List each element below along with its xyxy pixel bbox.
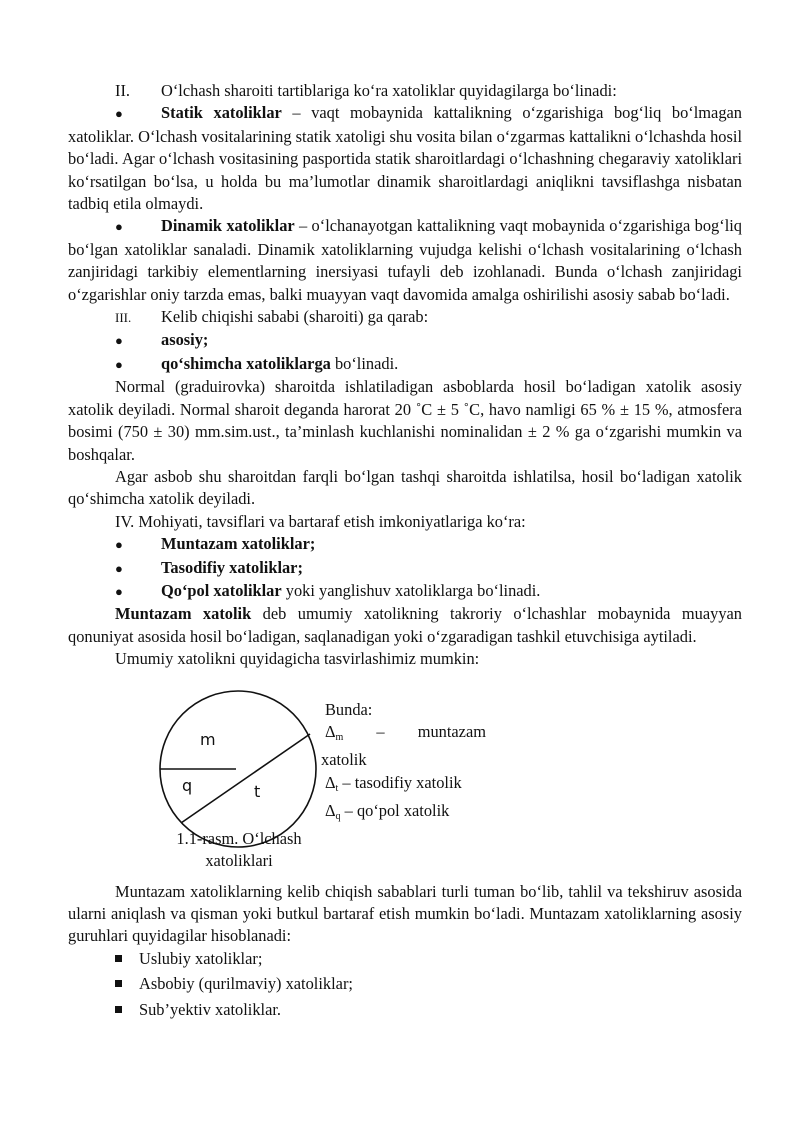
bullet-icon: ● <box>115 356 123 372</box>
square-bullet-icon <box>115 1002 139 1024</box>
list-item <box>68 580 742 603</box>
delta-subscript: m <box>335 731 344 743</box>
legend-text: muntazam <box>417 721 486 741</box>
bullet-icon: ● <box>115 106 123 122</box>
section-4-heading: IV. Mohiyati, tavsiflari va bartaraf etish imkoniyatlariga ko‘ra: <box>115 511 526 531</box>
figure-intro: Umumiy xatolikni quyidagicha tasvirlashimiz mumkin: <box>115 649 480 669</box>
delta-symbol: Δ <box>325 801 336 821</box>
list-item-bold: Qo‘pol xatoliklar <box>161 580 282 600</box>
list-item <box>68 533 742 556</box>
bullet-icon: ● <box>115 537 123 553</box>
list-item <box>68 557 742 580</box>
figure-caption: 1.1-rasm. O‘lchash xatoliklari <box>176 828 302 870</box>
legend-title: Bunda: <box>325 699 373 719</box>
list-item-bold: qo‘shimcha xatoliklarga <box>161 353 331 373</box>
normal-conditions-paragraph: Normal (graduirovka) sharoitda ishlatiladigan asboblarda hosil bo‘ladigan xatolik asosiy xatolik deyiladi. Normal sharoit deganda harorat 20 ˚C ± 5 ˚C, havo namligi 65 % ± 15 %, atmosfera bosimi (750 ± 30) mm.sim.ust., ta’minlash kuchlanishi nominalidan ± 2 % ga o‘zgarishi mumkin va boshqalar. <box>68 377 742 464</box>
list-item <box>68 999 742 1024</box>
legend-item-m-cont: xatolik <box>321 750 367 770</box>
list-item-text: Uslubiy xatoliklar; <box>139 948 263 968</box>
square-bullet-icon <box>115 976 139 998</box>
list-item <box>68 948 742 973</box>
list-item-text: Sub’yektiv xatoliklar. <box>139 999 282 1019</box>
definition-text: deb umumiy xatolikning takroriy o‘lchashlar mobaynida muayyan qonuniyat asosida hosil bo‘ladigan, saqlanadigan yoki o‘zgaradigan tashkil etuvchisiga aytiladi. <box>68 604 742 646</box>
list-item <box>68 329 742 352</box>
static-errors-term: Statik xatoliklar <box>161 103 282 123</box>
delta-symbol: Δ <box>325 772 336 792</box>
section-3-heading <box>68 306 742 329</box>
systematic-causes-paragraph: Muntazam xatoliklarning kelib chiqish sabablari turli tuman bo‘lib, tahlil va tekshiruv asosida ularni aniqlash va qisman yoki butkul bartaraf etish mumkin bo‘ladi. Muntazam xatoliklarning asosiy guruhlari quyidagilar hisoblanadi: <box>68 881 742 946</box>
definition-term: Muntazam xatolik <box>115 604 252 624</box>
legend-item-q <box>321 800 486 828</box>
section-3-numeral: III. <box>115 310 132 326</box>
legend-dash: – <box>376 721 385 741</box>
dynamic-errors-text: – o‘lchanayotgan kattalikning vaqt mobaynida o‘zgarishiga bog‘liq bo‘lgan xatoliklar sanaladi. Dinamik xatoliklarning vujudga kelishi o‘lchash vositalarining o‘lchash zanjiridagi tarkibiy elementlarning inersiyasi tufayli deb izohlanadi. Bunda o‘lchash zanjiridagi o‘zgarishlar oniy tarzda emas, balki muayyan vaqt davomida amalga oshirilishi asosiy sabab bo‘ladi. <box>68 216 742 304</box>
section-3-heading-text: Kelib chiqishi sababi (sharoiti) ga qarab: <box>161 307 429 327</box>
section-2-numeral: II. <box>115 81 131 100</box>
section-2-heading <box>68 80 742 102</box>
square-bullet-icon <box>115 951 139 973</box>
bullet-icon: ● <box>115 219 123 235</box>
dynamic-errors-term: Dinamik xatoliklar <box>161 216 295 236</box>
bullet-icon: ● <box>115 583 123 599</box>
label-q: q <box>182 775 193 795</box>
label-m: m <box>200 729 216 749</box>
delta-subscript: q <box>335 811 341 823</box>
additional-error-paragraph: Agar asbob shu sharoitdan farqli bo‘lgan tashqi sharoitda ishlatilsa, hosil bo‘ladigan xatolik qo‘shimcha xatolik deyiladi. <box>68 466 742 509</box>
list-item-text: bo‘linadi. <box>330 353 399 373</box>
delta-symbol: Δ <box>325 721 336 741</box>
figure-legend <box>321 699 486 829</box>
error-figure <box>68 671 742 881</box>
legend-text: – qo‘pol xatolik <box>340 801 450 821</box>
list-item-text: Tasodifiy xatoliklar; <box>161 557 303 577</box>
list-item-text: Muntazam xatoliklar; <box>161 534 316 554</box>
list-item-text: asosiy; <box>161 330 209 350</box>
list-item <box>68 353 742 376</box>
legend-item-t <box>321 772 486 800</box>
bullet-icon: ● <box>115 560 123 576</box>
list-item-text: yoki yanglishuv xatoliklarga bo‘linadi. <box>281 580 541 600</box>
dynamic-errors-paragraph <box>68 215 742 306</box>
list-item <box>68 973 742 998</box>
error-circle-diagram <box>158 689 318 849</box>
document-page <box>68 80 742 1024</box>
label-t: t <box>254 781 261 801</box>
legend-item-m <box>321 721 486 749</box>
static-errors-paragraph <box>68 102 742 215</box>
section-2-heading-text: O‘lchash sharoiti tartiblariga ko‘ra xatoliklar quyidagilarga bo‘linadi: <box>161 81 617 100</box>
systematic-error-definition <box>68 603 742 648</box>
list-item-text: Asbobiy (qurilmaviy) xatoliklar; <box>139 974 353 994</box>
bullet-icon: ● <box>115 333 123 349</box>
delta-subscript: t <box>335 782 339 794</box>
legend-text: – tasodifiy xatolik <box>338 772 462 792</box>
static-errors-text: – vaqt mobaynida kattalikning o‘zgarishiga bog‘liq bo‘lmagan xatoliklar. O‘lchash vositalarining statik xatoligi shu vosita bilan o‘zgarmas kattalikni o‘lchashda hosil bo‘ladi. Agar o‘lchash vositasining pasportida statik sharoitlardagi o‘lchashning chegaraviy xatoliklari ko‘rsatilgan bo‘lsa, u holda bu ma’lumotlar dinamik sharoitlardagi aniqlikni tavsiflashga nisbatan tadbiq etila olmaydi. <box>68 103 742 214</box>
